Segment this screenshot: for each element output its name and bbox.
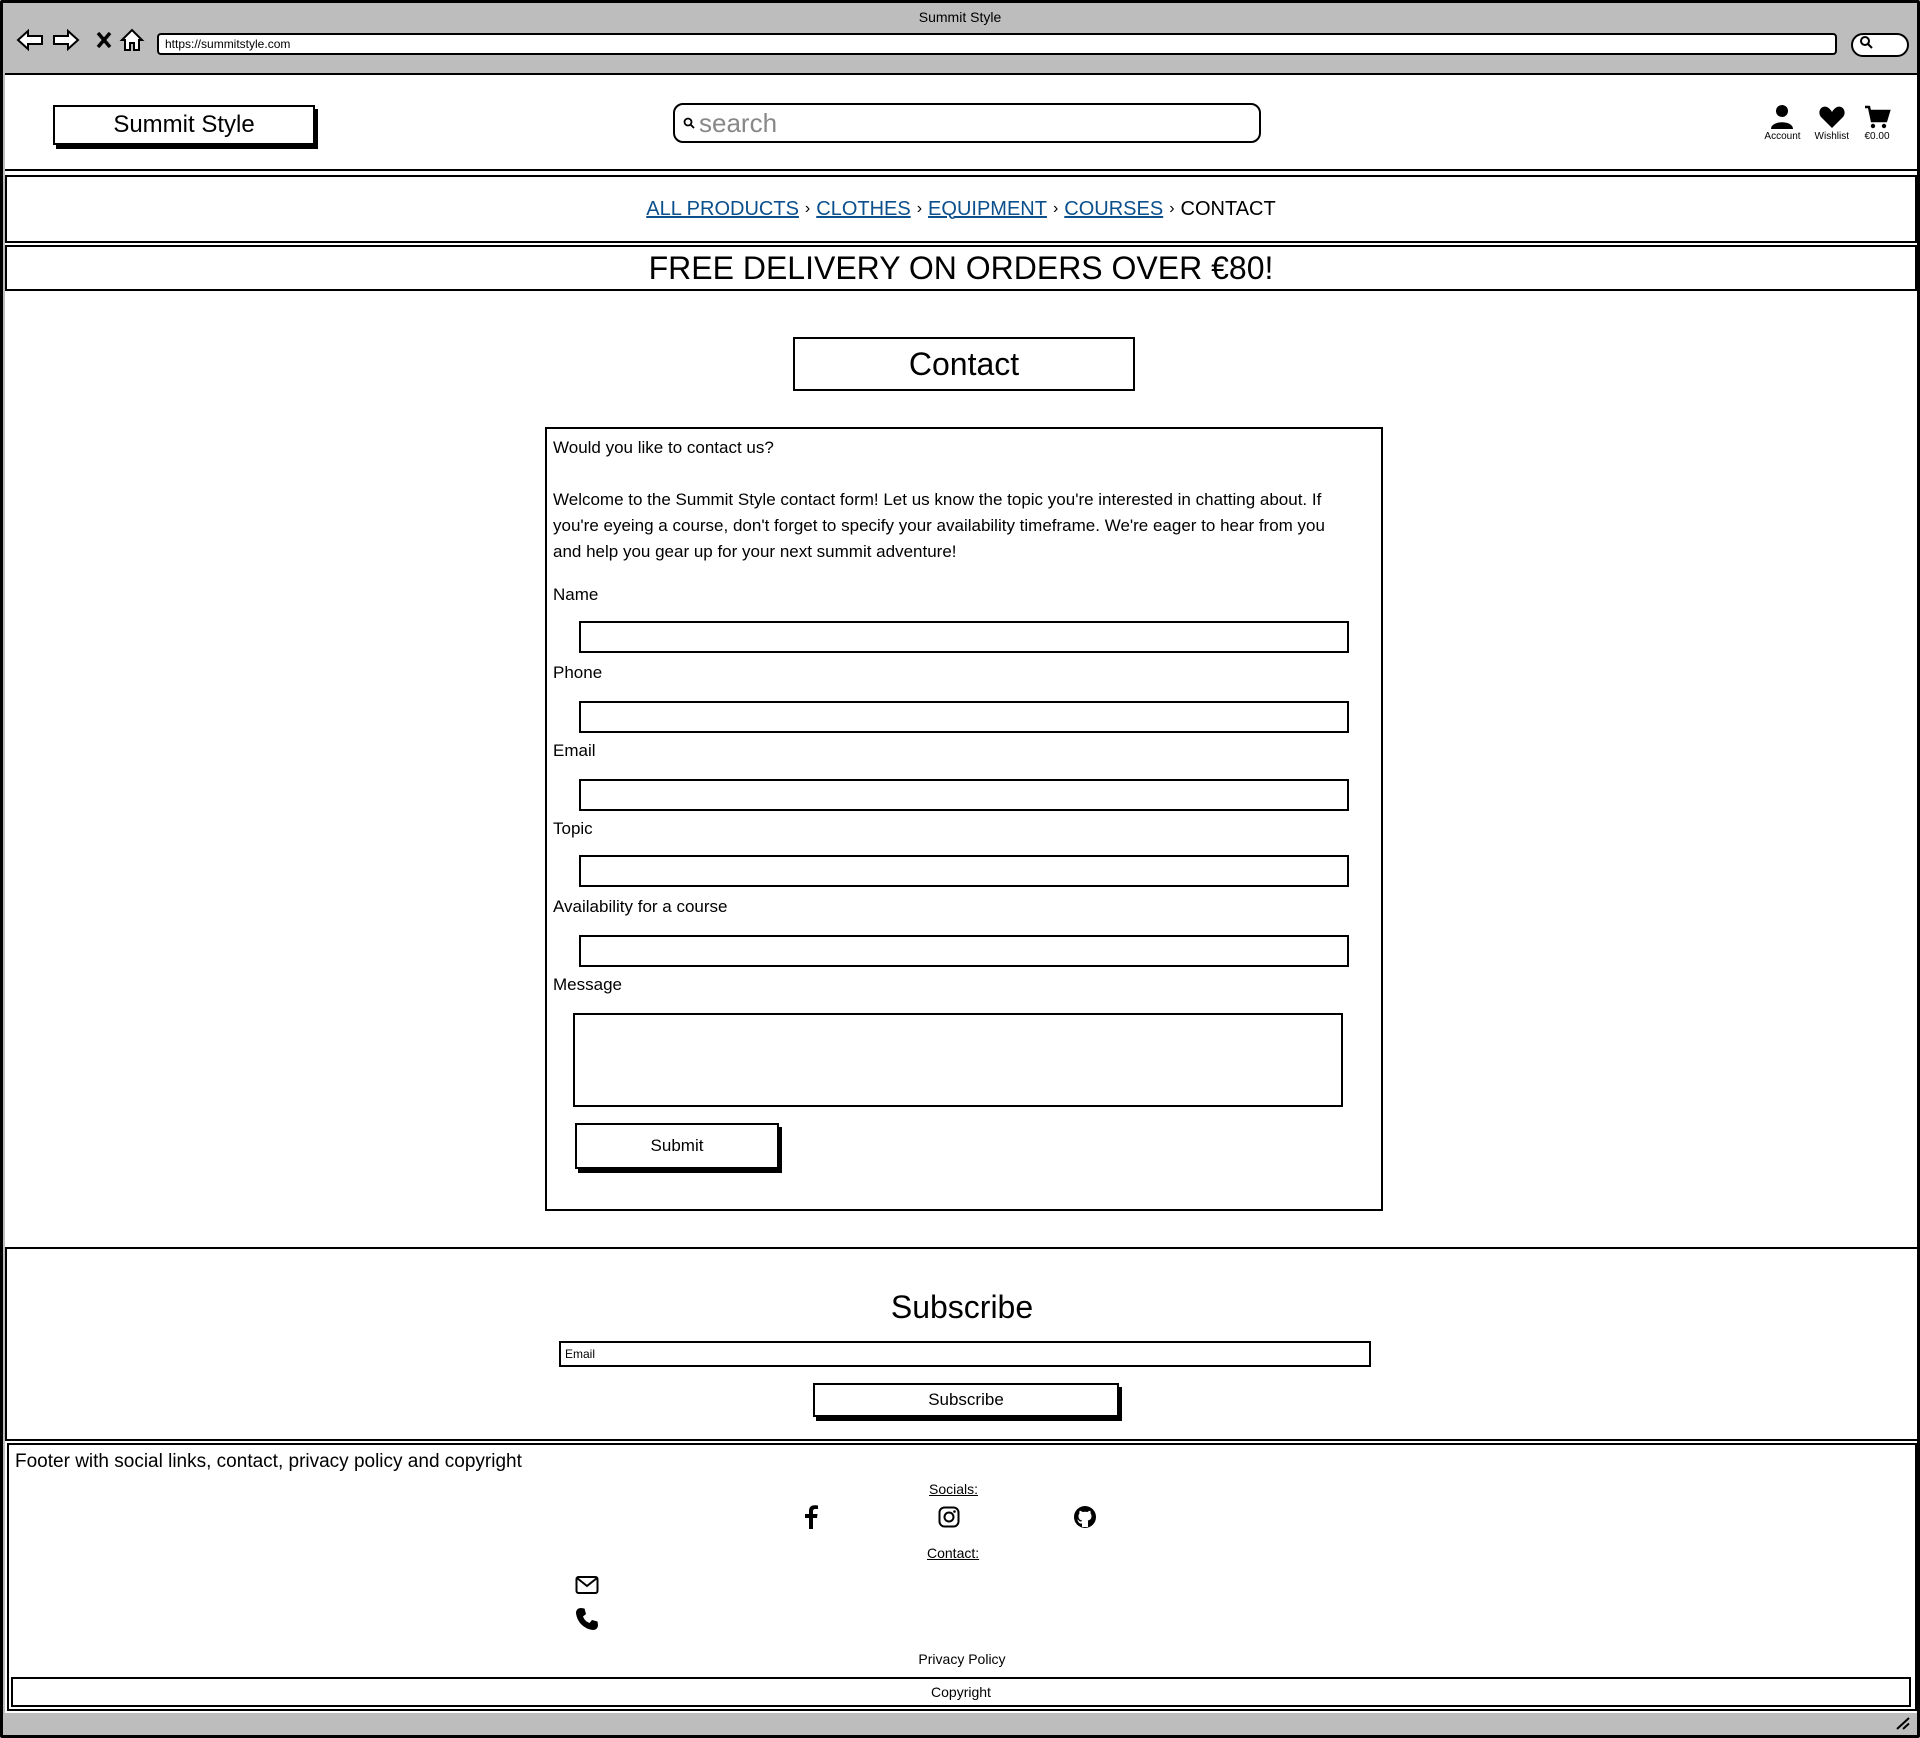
- crumb-separator: ›: [1052, 200, 1059, 217]
- subscribe-button[interactable]: Subscribe: [813, 1383, 1119, 1417]
- cart-link[interactable]: [1863, 103, 1891, 142]
- crumb-equipment[interactable]: EQUIPMENT: [928, 197, 1047, 220]
- phone-field[interactable]: [579, 701, 1349, 733]
- breadcrumb: [5, 175, 1917, 243]
- crumb-courses[interactable]: COURSES: [1064, 197, 1164, 220]
- subscribe-section: [5, 1247, 1919, 1441]
- crumb-current: CONTACT: [1180, 197, 1276, 220]
- stop-icon[interactable]: [89, 25, 119, 55]
- resize-handle-icon[interactable]: [1895, 1716, 1911, 1733]
- home-icon[interactable]: [117, 25, 147, 55]
- page-content: [5, 73, 1917, 1713]
- topic-field[interactable]: [579, 855, 1349, 887]
- cart-total: €0.00: [1864, 131, 1890, 142]
- email-label: Email: [553, 741, 596, 760]
- name-label: Name: [553, 585, 599, 604]
- site-footer: [7, 1443, 1917, 1711]
- account-label: Account: [1764, 131, 1801, 142]
- github-icon[interactable]: [1071, 1503, 1099, 1531]
- privacy-policy-link[interactable]: Privacy Policy: [918, 1651, 1006, 1667]
- account-link[interactable]: [1764, 103, 1800, 142]
- footer-description: Footer with social links, contact, privacy policy and copyright: [15, 1451, 522, 1472]
- heart-icon: [1818, 103, 1846, 131]
- search-input[interactable]: [699, 108, 1239, 139]
- user-icon: [1768, 103, 1796, 131]
- subscribe-title: Subscribe: [890, 1289, 1034, 1325]
- form-intro: Welcome to the Summit Style contact form! Let us know the topic you're interested in chatting about. If you're eyeing a course, don't forget to specify your availability timeframe. We're eager to hear from you and help you gear up for your next summit adventure!: [553, 490, 1325, 561]
- subscribe-email-input[interactable]: [559, 1341, 1371, 1367]
- availability-field[interactable]: [579, 935, 1349, 967]
- crumb-all-products[interactable]: ALL PRODUCTS: [646, 197, 799, 220]
- browser-chrome: [3, 3, 1917, 73]
- facebook-icon[interactable]: [797, 1503, 825, 1531]
- message-field[interactable]: [573, 1013, 1343, 1107]
- window-title: Summit Style: [918, 9, 1002, 25]
- crumb-clothes[interactable]: CLOTHES: [816, 197, 911, 220]
- browser-search-icon[interactable]: [1851, 33, 1909, 57]
- availability-label: Availability for a course: [553, 897, 728, 916]
- phone-icon[interactable]: [573, 1605, 601, 1633]
- crumb-separator: ›: [916, 200, 923, 217]
- crumb-separator: ›: [804, 200, 811, 217]
- contact-form: [545, 427, 1383, 1211]
- envelope-icon[interactable]: [573, 1571, 601, 1599]
- site-logo[interactable]: Summit Style: [53, 105, 315, 145]
- page-title: Contact: [793, 337, 1135, 391]
- contact-label: Contact:: [927, 1545, 980, 1561]
- search-icon: [683, 117, 695, 129]
- wishlist-link[interactable]: [1815, 103, 1849, 142]
- topic-label: Topic: [553, 819, 593, 838]
- message-label: Message: [553, 975, 622, 994]
- form-question: Would you like to contact us?: [553, 438, 774, 457]
- email-field[interactable]: [579, 779, 1349, 811]
- site-header: [5, 73, 1917, 171]
- forward-icon[interactable]: [51, 25, 81, 55]
- crumb-separator: ›: [1169, 200, 1175, 217]
- address-bar[interactable]: https://summitstyle.com: [157, 33, 1837, 55]
- header-actions: [1764, 103, 1891, 142]
- promo-banner: FREE DELIVERY ON ORDERS OVER €80!: [5, 245, 1917, 291]
- copyright: Copyright: [11, 1677, 1911, 1707]
- phone-label: Phone: [553, 663, 603, 682]
- name-field[interactable]: [579, 621, 1349, 653]
- wishlist-label: Wishlist: [1814, 131, 1849, 142]
- search-box[interactable]: [673, 103, 1261, 143]
- instagram-icon[interactable]: [935, 1503, 963, 1531]
- cart-icon: [1863, 103, 1891, 131]
- submit-button[interactable]: Submit: [575, 1123, 779, 1169]
- back-icon[interactable]: [15, 25, 45, 55]
- socials-label: Socials:: [929, 1481, 979, 1497]
